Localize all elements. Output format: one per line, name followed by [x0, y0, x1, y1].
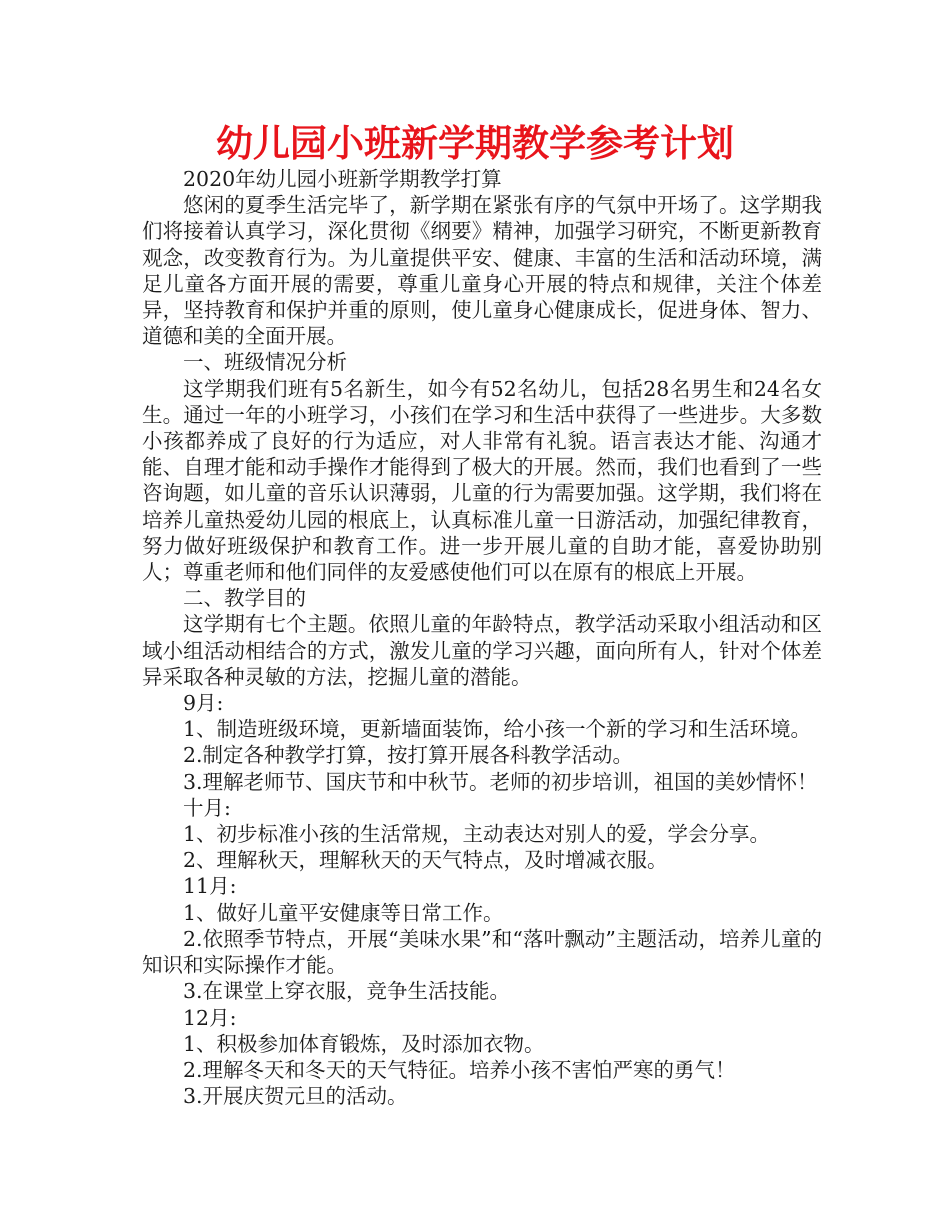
- document-title: 幼儿园小班新学期教学参考计划: [216, 122, 734, 165]
- september-item-2: 2.制定各种教学打算，按打算开展各科教学活动。: [183, 743, 634, 768]
- teaching-goals-paragraph: 这学期有七个主题。依照儿童的年龄特点，教学活动采取小组活动和区域小组活动相结合的方式，激发儿童的学习兴趣，面向所有人，针对个体差异采取各种灵敏的方法，挖掘儿童的潜能。: [142, 612, 822, 689]
- document-body: [142, 166, 822, 1109]
- december-item-2: 2.理解冬天和冬天的天气特征。培养小孩不害怕严寒的勇气！: [183, 1057, 736, 1082]
- december-item-1: 1、积极参加体育锻炼，及时添加衣物。: [183, 1031, 545, 1056]
- december-item-3: 3.开展庆贺元旦的活动。: [183, 1084, 408, 1109]
- month-heading-december: 12月:: [183, 1005, 237, 1030]
- month-heading-september: 9月:: [183, 691, 224, 716]
- november-item-2: 2.依照季节特点，开展“美味水果”和“落叶飘动”主题活动，培养儿童的知识和实际操作才能。: [142, 926, 822, 978]
- month-heading-november: 11月:: [183, 874, 237, 899]
- month-heading-october: 十月:: [183, 795, 231, 820]
- november-item-3: 3.在课堂上穿衣服，竞争生活技能。: [183, 979, 511, 1004]
- section-heading-teaching-goals: 二、教学目的: [183, 586, 306, 611]
- class-analysis-paragraph: 这学期我们班有5名新生，如今有52名幼儿，包括28名男生和24名女生。通过一年的小班学习，小孩们在学习和生活中获得了一些进步。大多数小孩都养成了良好的行为适应，对人非常有礼貌。语言表达才能、沟通才能、自理才能和动手操作才能得到了极大的开展。然而，我们也看到了一些咨询题，如儿童的音乐认识薄弱，儿童的行为需要加强。这学期，我们将在培养儿童热爱幼儿园的根底上，认真标准儿童一日游活动，加强纪律教育，努力做好班级保护和教育工作。进一步开展儿童的自助才能，喜爱协助别人；尊重老师和他们同伴的友爱感使他们可以在原有的根底上开展。: [142, 376, 822, 585]
- subtitle-line: 2020年幼儿园小班新学期教学打算: [183, 167, 502, 191]
- intro-paragraph: 悠闲的夏季生活完毕了，新学期在紧张有序的气氛中开场了。这学期我们将接着认真学习，深化贯彻《纲要》精神，加强学习研究，不断更新教育观念，改变教育行为。为儿童提供平安、健康、丰富的生活和活动环境，满足儿童各方面开展的需要，尊重儿童身心开展的特点和规律，关注个体差异，坚持教育和保护并重的原则，使儿童身心健康成长，促进身体、智力、道德和美的全面开展。: [142, 193, 822, 349]
- section-heading-class-analysis: 一、班级情况分析: [183, 350, 347, 375]
- september-item-3: 3.理解老师节、国庆节和中秋节。老师的初步培训，祖国的美妙情怀！: [183, 769, 818, 794]
- october-item-2: 2、理解秋天，理解秋天的天气特点，及时增减衣服。: [183, 848, 668, 873]
- september-item-1: 1、制造班级环境，更新墙面装饰，给小孩一个新的学习和生活环境。: [183, 717, 812, 742]
- october-item-1: 1、初步标准小孩的生活常规，主动表达对别人的爱，学会分享。: [183, 822, 771, 847]
- november-item-1: 1、做好儿童平安健康等日常工作。: [183, 900, 504, 925]
